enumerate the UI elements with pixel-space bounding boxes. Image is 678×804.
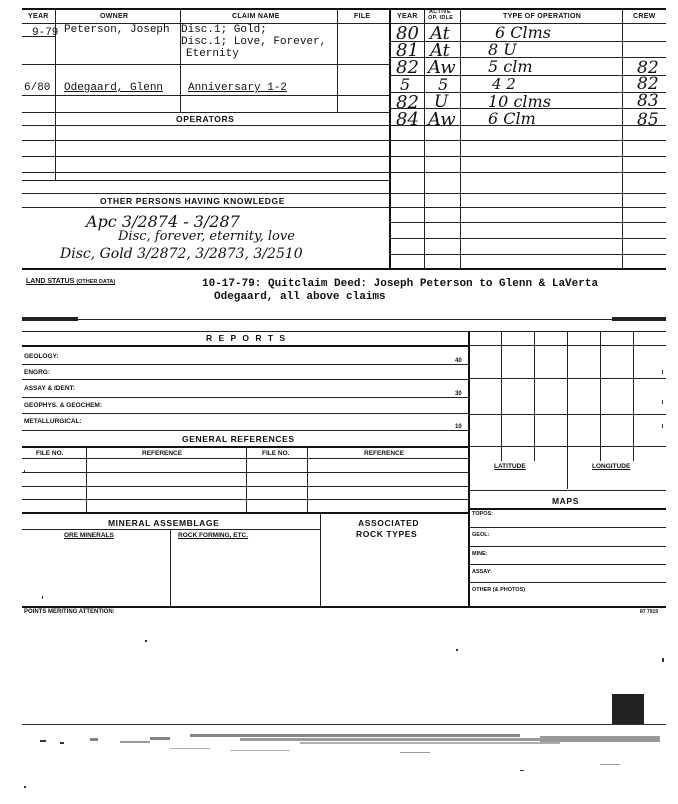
land-status-line: Odegaard, all above claims [214, 291, 386, 303]
header-type-of-operation: TYPE OF OPERATION [503, 13, 582, 20]
maps-geol: GEOL: [472, 532, 490, 538]
general-references-title: GENERAL REFERENCES [182, 434, 295, 444]
report-num: 40 [455, 358, 462, 364]
op-type: 6 Clms [495, 23, 552, 42]
report-label-geology: GEOLOGY: [24, 353, 59, 360]
ref-col-file-no-2: FILE NO. [262, 450, 290, 457]
points-meriting-attention-label: POINTS MERITING ATTENTION: [24, 609, 115, 615]
op-crew: 85 [637, 110, 659, 130]
owner-date: 6/80 [24, 82, 51, 94]
report-label-geophys: GEOPHYS. & GEOCHEM: [24, 402, 103, 409]
op-type: 8 U [488, 40, 517, 59]
other-persons-label: OTHER PERSONS HAVING KNOWLEDGE [100, 196, 286, 206]
header-owner: OWNER [100, 13, 129, 20]
header-year: YEAR [28, 13, 49, 20]
handwritten-note: Apc 3/2874 - 3/287 [86, 212, 240, 231]
header-year-2: YEAR [397, 13, 418, 20]
op-status: 5 [438, 75, 449, 94]
report-num: 30 [455, 391, 462, 397]
mineral-assemblage-title: MINERAL ASSEMBLAGE [108, 518, 220, 528]
op-year: 82 [396, 57, 419, 78]
op-status: U [434, 92, 449, 112]
claim-line: Eternity [186, 48, 239, 60]
reports-title: R E P O R T S [206, 333, 288, 343]
op-status: Aw [428, 109, 456, 130]
op-year: 5 [400, 75, 411, 94]
maps-other: OTHER (& PHOTOS) [472, 587, 526, 593]
claim-line: Disc.1; Love, Forever, [181, 36, 327, 48]
maps-topos: TOPOS: [472, 511, 493, 517]
op-crew: 83 [637, 91, 659, 111]
claim-line: Disc.1; Gold; [181, 24, 267, 36]
rock-types-label: ROCK TYPES [356, 529, 418, 539]
associated-label: ASSOCIATED [358, 518, 420, 528]
op-type: 4 2 [492, 75, 516, 93]
op-status: At [430, 23, 450, 44]
op-year: 82 [396, 92, 419, 113]
op-type: 10 clms [488, 92, 551, 111]
ore-minerals-label: ORE MINERALS [64, 532, 114, 539]
report-label-engrg: ENGRG: [24, 369, 50, 376]
op-status: Aw [428, 57, 456, 78]
ref-col-reference-2: REFERENCE [364, 450, 405, 457]
op-status: At [430, 40, 450, 61]
longitude-label: LONGITUDE [592, 463, 631, 470]
handwritten-note: Disc, forever, eternity, love [118, 229, 295, 244]
maps-mine: MINE: [472, 551, 488, 557]
operators-label: OPERATORS [176, 114, 235, 124]
op-year: 81 [396, 40, 419, 61]
op-crew: 82 [637, 74, 659, 94]
header-file: FILE [354, 13, 371, 20]
latitude-label: LATITUDE [494, 463, 526, 470]
maps-title: MAPS [552, 496, 579, 506]
land-status-label-sub: (OTHER DATA) [76, 279, 116, 285]
claim-line: Anniversary 1-2 [188, 82, 288, 94]
op-type: 6 Clm [488, 109, 536, 128]
report-label-assay: ASSAY & IDENT: [24, 385, 75, 392]
owner-name: Odegaard, Glenn [64, 82, 164, 94]
owner-date: 9-79 [32, 27, 59, 39]
owner-name: Peterson, Joseph [64, 24, 170, 36]
land-status-label-text: LAND STATUS [26, 278, 75, 285]
report-label-metallurgical: METALLURGICAL: [24, 418, 82, 425]
handwritten-note: Disc, Gold 3/2872, 3/2873, 3/2510 [60, 246, 303, 262]
maps-assay: ASSAY: [472, 569, 492, 575]
op-crew: 82 [637, 58, 659, 78]
land-status-line: 10-17-79: Quitclaim Deed: Joseph Peterson to Glenn & LaVerta [202, 278, 599, 290]
header-crew: CREW [633, 13, 656, 20]
report-num: 10 [455, 424, 462, 430]
header-op-idle: OP. IDLE [428, 15, 454, 21]
ref-col-file-no: FILE NO. [36, 450, 64, 457]
form-number: 87 7919 [640, 609, 659, 615]
ref-col-reference: REFERENCE [142, 450, 183, 457]
op-year: 80 [396, 23, 419, 44]
op-type: 5 clm [488, 57, 533, 76]
op-year: 84 [396, 109, 419, 130]
header-claim-name: CLAIM NAME [232, 13, 280, 20]
rock-forming-label: ROCK FORMING, ETC. [178, 532, 249, 539]
header-active: ACTIVE [429, 9, 451, 15]
